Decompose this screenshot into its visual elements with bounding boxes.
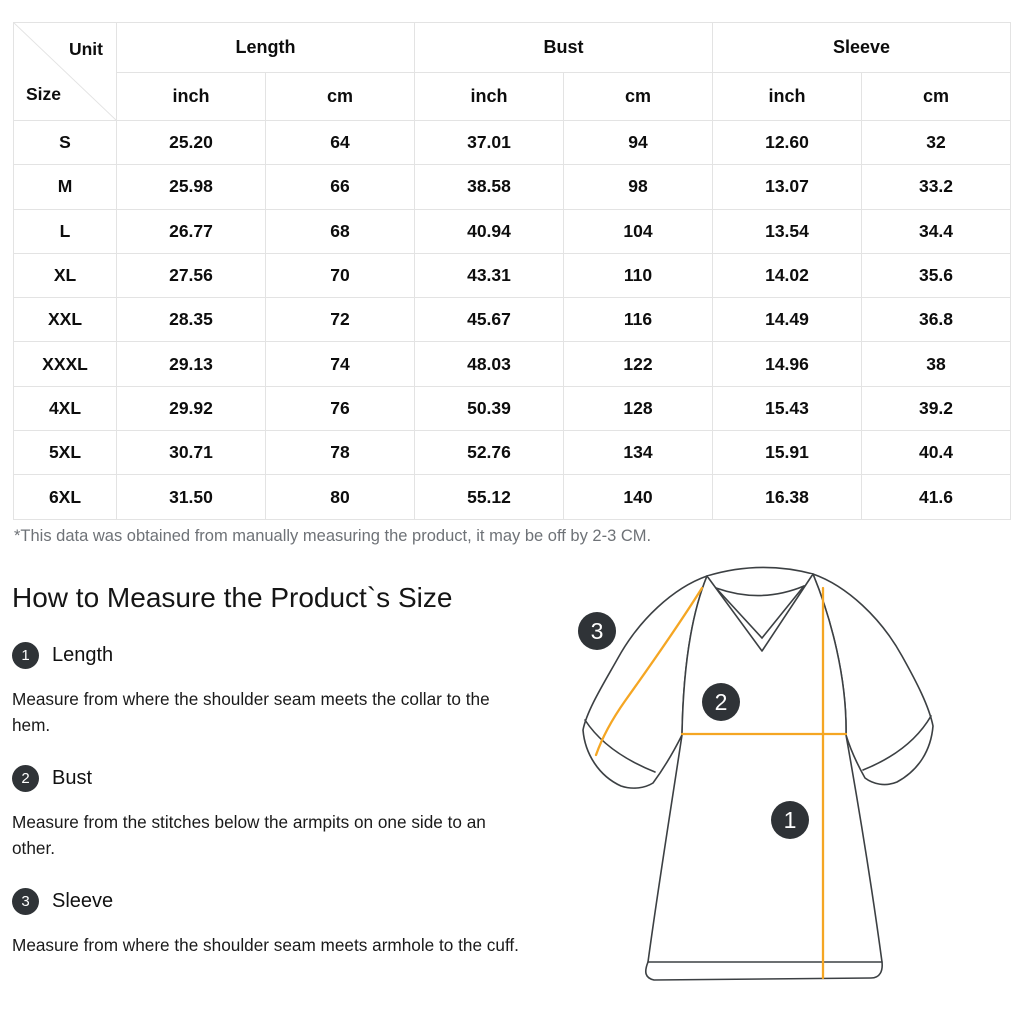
measurement-cell: 29.13 (117, 342, 266, 386)
table-row (14, 121, 1011, 165)
step-3-badge (12, 888, 39, 915)
marker-1-number: 1 (783, 807, 797, 833)
marker-3-number: 3 (590, 618, 604, 644)
measurement-cell: 45.67 (415, 298, 564, 342)
step-2-label: Bust (52, 767, 93, 789)
measurement-cell: 30.71 (117, 431, 266, 475)
size-cell: XXXL (14, 342, 117, 386)
measurement-cell: 48.03 (415, 342, 564, 386)
measurement-cell: 33.2 (862, 165, 1011, 209)
group-header-bust: Bust (415, 23, 713, 73)
measurement-cell: 29.92 (117, 386, 266, 430)
measurement-cell: 68 (266, 209, 415, 253)
measurement-cell: 38.58 (415, 165, 564, 209)
measurement-cell: 13.54 (713, 209, 862, 253)
measurement-cell: 15.43 (713, 386, 862, 430)
table-group-header-row (14, 23, 1011, 73)
guide-item-length (12, 642, 568, 669)
group-header-length: Length (117, 23, 415, 73)
table-row (14, 342, 1011, 386)
size-cell: S (14, 121, 117, 165)
size-cell: L (14, 209, 117, 253)
measurement-cell: 70 (266, 253, 415, 297)
guide-item-sleeve (12, 888, 568, 915)
measurement-cell: 25.98 (117, 165, 266, 209)
measurement-cell: 39.2 (862, 386, 1011, 430)
measurement-cell: 16.38 (713, 475, 862, 519)
unit-header-cell: inch (713, 73, 862, 121)
corner-diagonal-line (14, 23, 116, 120)
table-row (14, 165, 1011, 209)
table-row (14, 253, 1011, 297)
measurement-cell: 76 (266, 386, 415, 430)
table-footnote: *This data was obtained from manually measuring the product, it may be off by 2-3 CM. (14, 527, 652, 545)
marker-2-number: 2 (714, 689, 728, 715)
measurement-cell: 134 (564, 431, 713, 475)
measurement-cell: 128 (564, 386, 713, 430)
step-2-badge (12, 765, 39, 792)
measurement-cell: 50.39 (415, 386, 564, 430)
unit-header-cell: cm (862, 73, 1011, 121)
step-1-badge (12, 642, 39, 669)
table-row (14, 431, 1011, 475)
measurement-cell: 43.31 (415, 253, 564, 297)
measurement-cell: 104 (564, 209, 713, 253)
measurement-cell: 14.02 (713, 253, 862, 297)
size-cell: 6XL (14, 475, 117, 519)
measurement-cell: 38 (862, 342, 1011, 386)
guide-item-bust (12, 765, 568, 792)
measurement-cell: 32 (862, 121, 1011, 165)
step-1-description: Measure from where the shoulder seam meets the collar to the hem. (12, 689, 490, 735)
corner-size-label: Size (26, 84, 62, 104)
unit-header-cell: cm (564, 73, 713, 121)
size-cell: XXL (14, 298, 117, 342)
measurement-cell: 52.76 (415, 431, 564, 475)
measurement-cell: 15.91 (713, 431, 862, 475)
measurement-cell: 34.4 (862, 209, 1011, 253)
corner-cell (14, 23, 117, 121)
measurement-cell: 140 (564, 475, 713, 519)
measurement-cell: 55.12 (415, 475, 564, 519)
measurement-cell: 116 (564, 298, 713, 342)
measurement-cell: 12.60 (713, 121, 862, 165)
table-row (14, 298, 1011, 342)
step-2-description: Measure from the stitches below the armpits on one side to an other. (12, 812, 486, 858)
unit-header-cell: inch (415, 73, 564, 121)
measurement-cell: 80 (266, 475, 415, 519)
measurement-cell: 64 (266, 121, 415, 165)
marker-2 (702, 683, 740, 721)
measurement-cell: 14.96 (713, 342, 862, 386)
measurement-cell: 26.77 (117, 209, 266, 253)
size-cell: XL (14, 253, 117, 297)
unit-header-cell: cm (266, 73, 415, 121)
marker-3 (578, 612, 616, 650)
table-unit-header-row (14, 73, 1011, 121)
tshirt-hem-band (646, 962, 882, 980)
measurement-cell: 35.6 (862, 253, 1011, 297)
group-header-sleeve: Sleeve (713, 23, 1011, 73)
step-1-number: 1 (21, 647, 30, 664)
measurement-cell: 28.35 (117, 298, 266, 342)
marker-1 (771, 801, 809, 839)
measure-guide (12, 581, 568, 958)
corner-unit-label: Unit (68, 39, 103, 59)
measurement-cell: 74 (266, 342, 415, 386)
step-3-number: 3 (21, 893, 30, 910)
measurement-cell: 14.49 (713, 298, 862, 342)
size-cell: 4XL (14, 386, 117, 430)
measurement-cell: 72 (266, 298, 415, 342)
measurement-cell: 94 (564, 121, 713, 165)
measurement-cell: 40.94 (415, 209, 564, 253)
step-3-label: Sleeve (52, 890, 114, 912)
measurement-cell: 98 (564, 165, 713, 209)
measurement-cell: 31.50 (117, 475, 266, 519)
measurement-cell: 37.01 (415, 121, 564, 165)
step-2-number: 2 (21, 770, 30, 787)
guide-title: How to Measure the Product`s Size (12, 582, 453, 613)
table-row (14, 475, 1011, 519)
measurement-cell: 78 (266, 431, 415, 475)
size-table (13, 22, 1011, 520)
measurement-cell: 25.20 (117, 121, 266, 165)
measurement-cell: 13.07 (713, 165, 862, 209)
size-cell: M (14, 165, 117, 209)
measurement-cell: 40.4 (862, 431, 1011, 475)
measurement-cell: 110 (564, 253, 713, 297)
size-cell: 5XL (14, 431, 117, 475)
tshirt-diagram (575, 558, 1015, 1022)
measurement-cell: 66 (266, 165, 415, 209)
step-3-description: Measure from where the shoulder seam meets armhole to the cuff. (12, 935, 519, 955)
measurement-cell: 36.8 (862, 298, 1011, 342)
step-1-label: Length (52, 644, 114, 666)
measurement-cell: 41.6 (862, 475, 1011, 519)
unit-header-cell: inch (117, 73, 266, 121)
measurement-cell: 122 (564, 342, 713, 386)
measurement-cell: 27.56 (117, 253, 266, 297)
table-row (14, 209, 1011, 253)
table-row (14, 386, 1011, 430)
